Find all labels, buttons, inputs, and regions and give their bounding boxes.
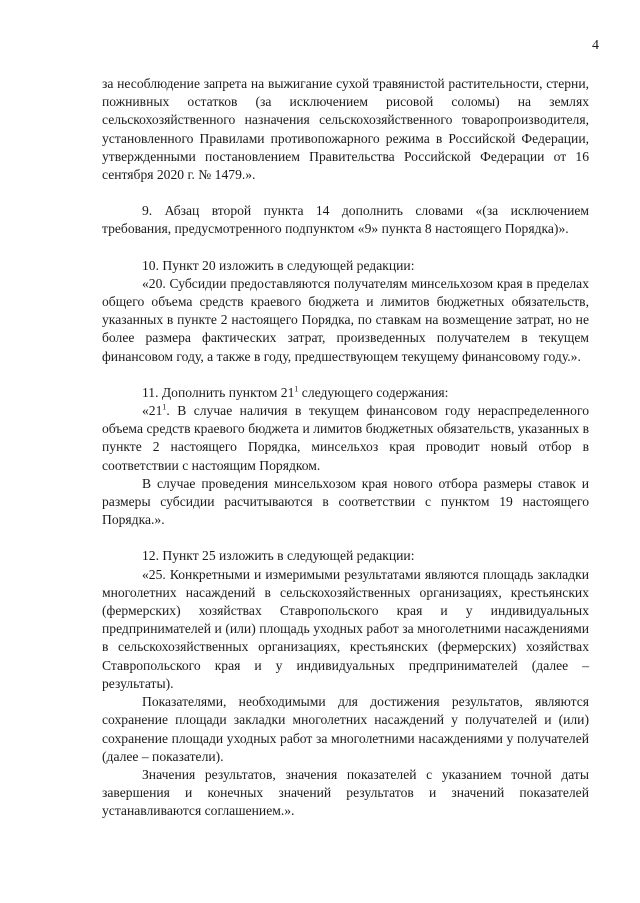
paragraph-item-11-heading: 11. Дополнить пунктом $21^1$ следующего содержания: bbox=[142, 384, 449, 400]
paragraph-item-20-text: «20. Субсидии предоставляются получателям минсельхозом края в пределах общего объема средств краевого бюджета и лимитов бюджетных обязательств, указанных в пункте 2 настоящего Порядка, по ставкам на возмещение затрат, но не более размера фактических затрат, произведенных получателем в текущем финансовом году, а также в году, предшествующем текущему финансовому году.». bbox=[102, 275, 589, 364]
paragraph-item-21-1-text: «$21^1$. В случае наличия в текущем финансовом году нераспределенного объема средств краевого бюджета и лимитов бюджетных обязательств, указанных в пункте 2 настоящего Порядка, минсельхоз края проводит новый отбор в соответствии с настоящим Порядком. bbox=[102, 402, 589, 473]
paragraph-new-selection: В случае проведения минсельхозом края нового отбора размеры ставок и размеры субсидии расчитываются в соответствии с пунктом 19 настоящего Порядка.». bbox=[102, 475, 589, 528]
paragraph-values-agreement: Значения результатов, значения показателей с указанием точной даты завершения и конечных значений результатов и значений показателей устанавливаются соглашением.». bbox=[102, 766, 589, 819]
paragraph-item-25-results: «25. Конкретными и измеримыми результатами являются площадь закладки многолетних насаждений в сельскохозяйственных организациях, крестьянских (фермерских) хозяйствах Ставропольского края и у индивидуальных предпринимателей и (или) площадь уходных работ за многолетними насаждениями в сельскохозяйственных организациях, крестьянских (фермерских) хозяйствах Ставропольского края и у индивидуальных предпринимателей (далее – результаты). bbox=[102, 566, 589, 691]
paragraph-indicators: Показателями, необходимыми для достижения результатов, являются сохранение площади закладки многолетних насаждений у получателей и (или) сохранение площади уходных работ за многолетними насаждениями у получателей (далее – показатели). bbox=[102, 694, 589, 764]
paragraph-item-12-heading: 12. Пункт 25 изложить в следующей редакции: bbox=[142, 548, 415, 564]
paragraph-fire-ban: за несоблюдение запрета на выжигание сухой травянистой растительности, стерни, пожнивных остатков (за исключением рисовой соломы) на землях сельскохозяйственного назначения сельскохозяйственного товаропроизводителя, установленного Правилами противопожарного режима в Российской Федерации, утвержденными постановлением Правительства Российской Федерации от 16 сентября 2020 г. № 1479.». bbox=[102, 76, 589, 183]
page-number: 4 bbox=[592, 38, 599, 53]
paragraph-item-10-heading: 10. Пункт 20 изложить в следующей редакции: bbox=[142, 257, 415, 273]
paragraph-item-9: 9. Абзац второй пункта 14 дополнить словами «(за исключением требования, предусмотренного подпунктом «9» пункта 8 настоящего Порядка)». bbox=[102, 203, 589, 237]
document-body bbox=[102, 75, 589, 821]
